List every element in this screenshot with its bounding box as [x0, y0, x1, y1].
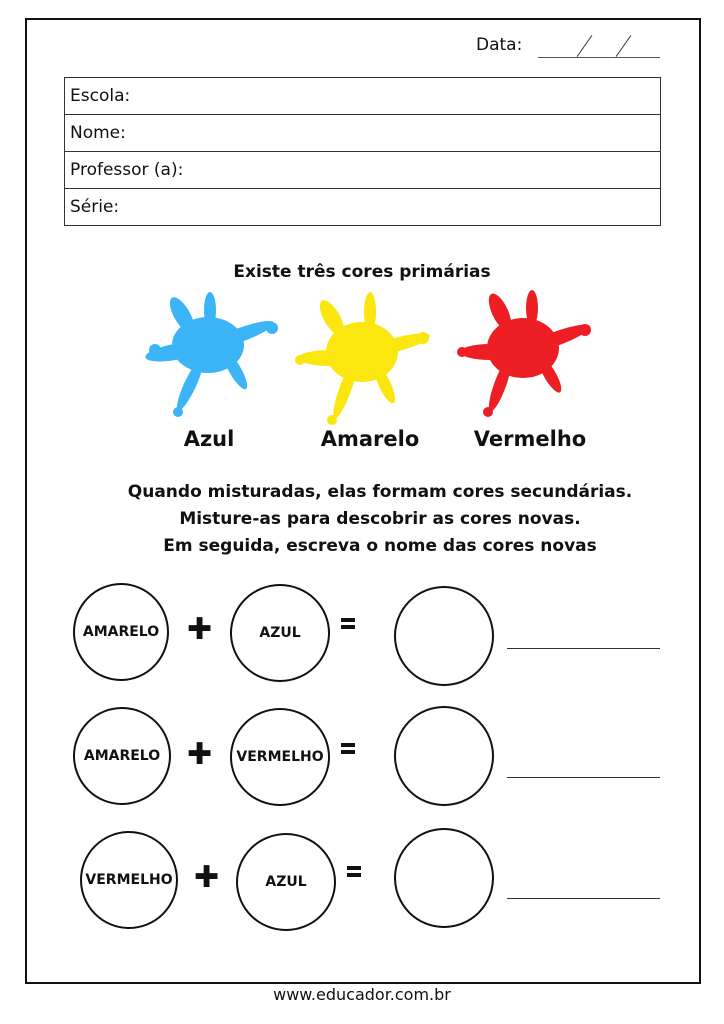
student-info-table [64, 77, 661, 226]
answer-circle[interactable] [394, 828, 494, 928]
answer-circle[interactable] [394, 706, 494, 806]
instruction-line: Quando misturadas, elas formam cores secundárias. [127, 482, 633, 502]
instruction-line: Em seguida, escreva o nome das cores novas [163, 536, 597, 556]
answer-line[interactable] [507, 898, 660, 899]
name-field[interactable]: Nome: [65, 115, 661, 152]
paint-splashes [140, 290, 600, 425]
color-label-blue: Azul [183, 427, 235, 451]
red-splash-icon [457, 290, 592, 417]
grade-field[interactable]: Série: [65, 189, 661, 226]
school-field[interactable]: Escola: [65, 78, 661, 115]
answer-line[interactable] [507, 648, 660, 649]
date-label: Data: [476, 35, 523, 55]
instruction-line: Misture-as para descobrir as cores novas. [179, 509, 581, 529]
color-circle-b: VERMELHO [230, 708, 330, 806]
answer-circle[interactable] [394, 586, 494, 686]
equals-icon [341, 618, 355, 632]
equals-icon [347, 866, 361, 880]
teacher-field[interactable]: Professor (a): [65, 152, 661, 189]
color-circle-a: VERMELHO [80, 831, 178, 929]
color-label-red: Vermelho [473, 427, 587, 451]
plus-icon: ✚ [194, 860, 220, 895]
section-title: Existe três cores primárias [233, 262, 491, 282]
plus-icon: ✚ [187, 737, 213, 772]
equals-icon [341, 743, 355, 757]
blue-splash-icon [144, 292, 278, 417]
footer-website: www.educador.com.br [273, 985, 451, 1004]
answer-line[interactable] [507, 777, 660, 778]
color-circle-a: AMARELO [73, 707, 171, 805]
color-circle-b: AZUL [230, 584, 330, 682]
color-circle-b: AZUL [236, 833, 336, 931]
color-circle-a: AMARELO [73, 583, 169, 681]
color-label-yellow: Amarelo [320, 427, 420, 451]
plus-icon: ✚ [187, 612, 213, 647]
yellow-splash-icon [295, 292, 432, 425]
date-field[interactable] [538, 57, 660, 58]
